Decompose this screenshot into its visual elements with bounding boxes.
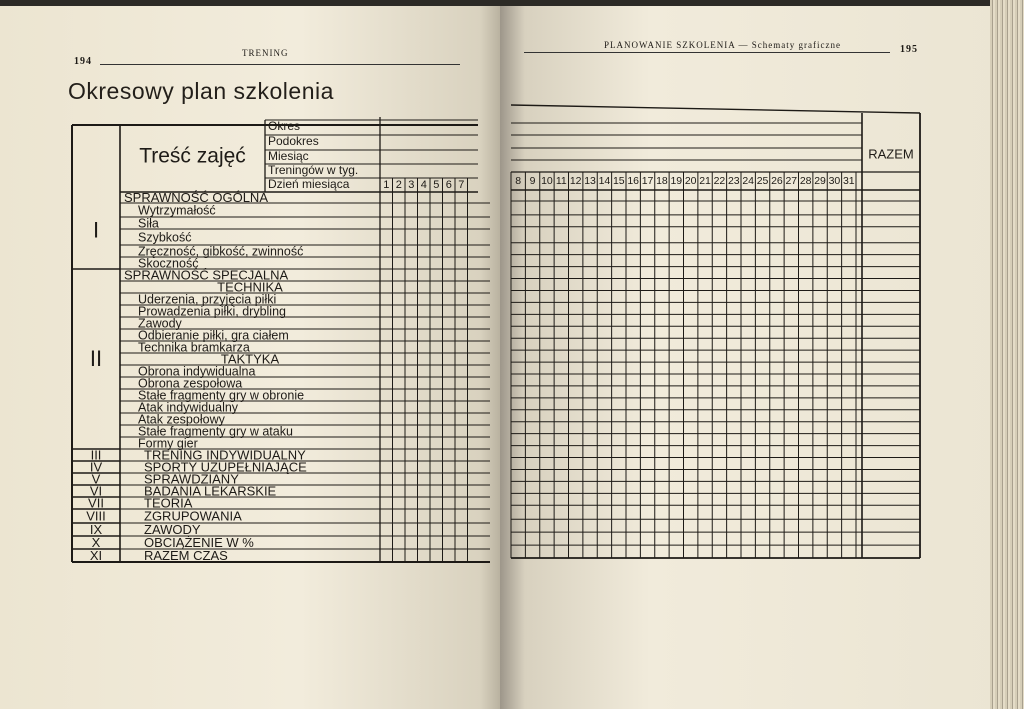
row-label: TEORIA xyxy=(144,495,193,511)
period-row-label: Okres xyxy=(268,119,301,134)
day-number: 17 xyxy=(641,174,654,187)
section-numeral: V xyxy=(91,471,101,487)
day-number: 14 xyxy=(598,174,611,187)
row-label: SPRAWNOŚĆ SPECJALNA xyxy=(124,267,289,283)
day-number: 8 xyxy=(515,174,522,187)
day-number: 27 xyxy=(785,174,798,187)
page-title: Okresowy plan szkolenia xyxy=(68,78,334,104)
section-numeral: IX xyxy=(89,521,103,537)
day-number: 28 xyxy=(799,174,812,187)
row-label: Technika bramkarza xyxy=(138,340,250,355)
period-row-label: Dzień miesiąca xyxy=(268,177,350,192)
row-label: Stałe fragmenty gry w obronie xyxy=(138,388,305,403)
right-running-head: PLANOWANIE SZKOLENIA — Schematy graficzne xyxy=(604,40,841,50)
section-numeral: VI xyxy=(89,483,103,499)
day-number: 21 xyxy=(699,174,711,187)
row-label: Siła xyxy=(138,216,159,231)
row-label: ZGRUPOWANIA xyxy=(144,508,242,524)
day-number: 5 xyxy=(433,178,440,191)
row-label: Atak indywidualny xyxy=(138,400,239,415)
day-number: 23 xyxy=(727,174,740,187)
day-number: 3 xyxy=(408,178,415,191)
row-label: Uderzenia, przyjęcia piłki xyxy=(138,292,277,307)
left-page-number: 194 xyxy=(74,56,92,67)
day-number: 24 xyxy=(742,174,755,187)
day-number: 18 xyxy=(656,174,668,187)
right-top-border xyxy=(511,105,920,113)
row-label: Zręczność, gibkość, zwinność xyxy=(138,244,304,259)
day-number: 22 xyxy=(713,174,726,187)
content-header: Treść zajęć xyxy=(139,144,246,168)
day-number: 9 xyxy=(529,174,536,187)
row-label: Wytrzymałość xyxy=(138,203,216,218)
row-label: Prowadzenia piłki, drybling xyxy=(138,304,286,319)
row-label: TECHNIKA xyxy=(217,279,283,295)
row-label: Odbieranie piłki, gra ciałem xyxy=(138,328,289,343)
period-row-label: Miesiąc xyxy=(268,149,309,164)
row-label: Formy gier xyxy=(138,436,198,451)
section-numeral: X xyxy=(91,534,101,550)
row-label: Szybkość xyxy=(138,230,192,245)
day-number: 29 xyxy=(814,174,826,187)
section-numeral: VIII xyxy=(86,508,106,524)
day-number: 30 xyxy=(828,174,841,187)
row-label: Skoczność xyxy=(138,256,199,271)
section-numeral: II xyxy=(89,345,103,371)
day-number: 25 xyxy=(756,174,769,187)
row-label: TRENING INDYWIDUALNY xyxy=(144,447,306,463)
section-numeral: VII xyxy=(88,495,104,511)
day-number: 12 xyxy=(569,174,582,187)
day-number: 19 xyxy=(670,174,683,187)
total-header: RAZEM xyxy=(868,146,914,162)
right-page-number: 195 xyxy=(900,44,918,55)
day-number: 26 xyxy=(771,174,783,187)
day-number: 4 xyxy=(420,178,427,191)
day-number: 16 xyxy=(627,174,640,187)
row-label: SPORTY UZUPEŁNIAJĄCE xyxy=(144,459,307,475)
period-row-label: Treningów w tyg. xyxy=(268,163,359,178)
day-number: 10 xyxy=(541,174,553,187)
day-number: 7 xyxy=(458,178,465,191)
section-numeral: IV xyxy=(89,459,103,475)
row-label: TAKTYKA xyxy=(220,351,280,367)
day-number: 31 xyxy=(842,174,855,187)
section-numeral: I xyxy=(92,217,100,243)
row-label: RAZEM CZAS xyxy=(144,547,228,563)
row-label: OBCIĄŻENIE W % xyxy=(144,534,254,550)
row-label: Atak zespołowy xyxy=(138,412,225,427)
day-number: 20 xyxy=(684,174,697,187)
day-number: 1 xyxy=(383,178,390,191)
period-row-label: Podokres xyxy=(268,134,319,149)
row-label: SPRAWDZIANY xyxy=(144,471,239,487)
row-label: Stałe fragmenty gry w ataku xyxy=(138,424,293,439)
row-label: Obrona zespołowa xyxy=(138,376,243,391)
row-label: Zawody xyxy=(138,316,182,331)
left-running-head: TRENING xyxy=(242,48,289,58)
day-number: 15 xyxy=(612,174,625,187)
row-label: SPRAWNOŚĆ OGÓLNA xyxy=(124,189,268,205)
row-label: BADANIA LEKARSKIE xyxy=(144,483,277,499)
day-number: 6 xyxy=(445,178,452,191)
section-numeral: III xyxy=(90,447,102,463)
row-label: Obrona indywidualna xyxy=(138,364,256,379)
section-numeral: XI xyxy=(89,547,103,563)
day-number: 13 xyxy=(584,174,596,187)
row-label: ZAWODY xyxy=(144,521,201,537)
day-number: 11 xyxy=(555,174,567,187)
day-number: 2 xyxy=(395,178,402,191)
